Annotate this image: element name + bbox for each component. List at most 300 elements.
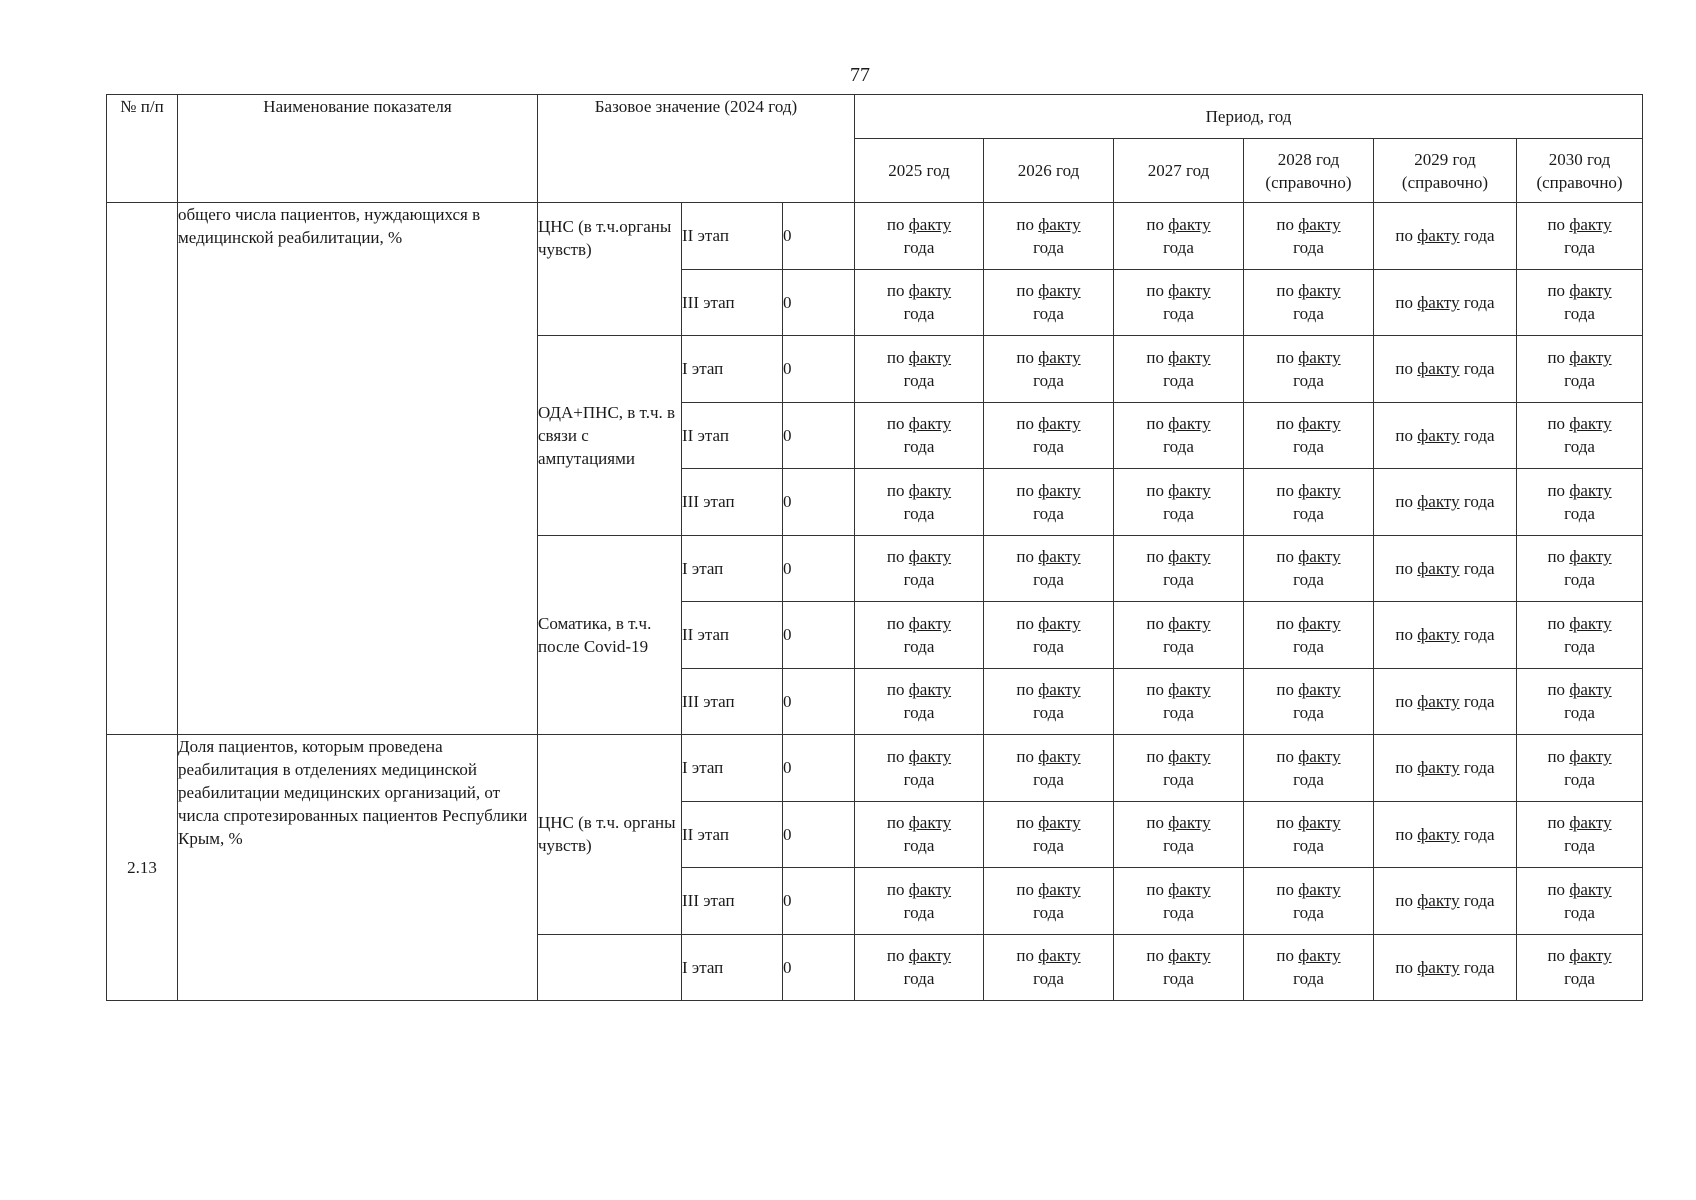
- value-text-word: факту: [1569, 946, 1612, 966]
- value-text-word: факту: [1298, 879, 1341, 899]
- value-text-word: факту: [908, 879, 952, 899]
- value-text-word: факту: [1168, 414, 1211, 434]
- value-text-prefix: по: [1395, 226, 1414, 246]
- value-text-suffix: года: [1033, 703, 1064, 723]
- period-value: [1114, 402, 1244, 469]
- value-text-word: факту: [908, 347, 952, 367]
- period-value: [1517, 469, 1643, 536]
- value-text-suffix: года: [903, 969, 935, 989]
- value-text-word: факту: [1168, 347, 1211, 367]
- value-text-prefix: по: [1547, 613, 1566, 633]
- value-text-word: факту: [1417, 957, 1460, 977]
- period-value: [984, 801, 1114, 868]
- period-value: [855, 668, 984, 735]
- value-text-suffix: года: [1163, 769, 1194, 789]
- value-text-prefix: по: [1395, 492, 1414, 512]
- value-text-prefix: по: [1016, 813, 1035, 833]
- value-text-prefix: по: [1146, 946, 1165, 966]
- row-number: [107, 203, 178, 735]
- value-text-suffix: года: [1033, 503, 1064, 523]
- period-value: [1517, 868, 1643, 935]
- period-value: [1114, 203, 1244, 270]
- value-text-prefix: по: [886, 214, 905, 234]
- group-label: Соматика, в т.ч. после Covid-19: [538, 535, 682, 735]
- value-text-word: факту: [1298, 946, 1341, 966]
- period-value: [1374, 934, 1517, 1001]
- value-text-word: факту: [1569, 480, 1612, 500]
- period-value: [1114, 868, 1244, 935]
- value-text-suffix: года: [1564, 237, 1595, 257]
- period-value: [855, 269, 984, 336]
- value-text-word: факту: [1168, 946, 1211, 966]
- value-text-prefix: по: [1547, 746, 1566, 766]
- stage-label: III этап: [682, 668, 783, 735]
- value-text-suffix: года: [1033, 370, 1064, 390]
- period-value: [855, 402, 984, 469]
- value-text-suffix: года: [1293, 969, 1324, 989]
- period-value: [1244, 868, 1374, 935]
- period-value: [1244, 469, 1374, 536]
- period-value: [984, 469, 1114, 536]
- value-text-prefix: по: [1547, 281, 1566, 301]
- value-text-word: факту: [1038, 613, 1081, 633]
- period-value: [855, 336, 984, 403]
- value-text-prefix: по: [1146, 613, 1165, 633]
- value-text-word: факту: [1168, 480, 1211, 500]
- value-text-word: факту: [1038, 414, 1081, 434]
- value-text-prefix: по: [1016, 613, 1035, 633]
- value-text-word: факту: [908, 281, 952, 301]
- value-text-prefix: по: [1146, 547, 1165, 567]
- base-value: 0: [783, 668, 855, 735]
- value-text-suffix: года: [1463, 359, 1495, 379]
- value-text-word: факту: [1569, 813, 1612, 833]
- value-text-suffix: года: [1463, 891, 1495, 911]
- value-text-suffix: года: [1033, 836, 1064, 856]
- value-text-prefix: по: [1276, 547, 1295, 567]
- period-value: [855, 801, 984, 868]
- period-value: [984, 668, 1114, 735]
- value-text-word: факту: [1569, 680, 1612, 700]
- base-value: 0: [783, 402, 855, 469]
- value-text-word: факту: [1298, 746, 1341, 766]
- period-value: [1374, 269, 1517, 336]
- value-text-prefix: по: [1276, 746, 1295, 766]
- value-text-prefix: по: [1146, 680, 1165, 700]
- value-text-prefix: по: [886, 547, 905, 567]
- value-text-suffix: года: [1463, 492, 1495, 512]
- value-text-suffix: года: [1293, 237, 1324, 257]
- period-value: [1374, 203, 1517, 270]
- value-text-word: факту: [908, 680, 952, 700]
- value-text-prefix: по: [1395, 957, 1414, 977]
- value-text-prefix: по: [1276, 613, 1295, 633]
- value-text-word: факту: [1569, 613, 1612, 633]
- value-text-prefix: по: [1146, 214, 1165, 234]
- value-text-word: факту: [1417, 425, 1460, 445]
- value-text-suffix: года: [1564, 636, 1595, 656]
- value-text-prefix: по: [1016, 680, 1035, 700]
- value-text-word: факту: [1417, 226, 1460, 246]
- header-year: 2026 год: [984, 139, 1114, 203]
- period-value: [1244, 203, 1374, 270]
- value-text-word: факту: [1298, 813, 1341, 833]
- period-value: [855, 602, 984, 669]
- period-value: [1517, 203, 1643, 270]
- value-text-prefix: по: [1395, 625, 1414, 645]
- value-text-suffix: года: [1163, 902, 1194, 922]
- value-text-word: факту: [1038, 347, 1081, 367]
- value-text-suffix: года: [903, 769, 935, 789]
- value-text-suffix: года: [1463, 625, 1495, 645]
- value-text-suffix: года: [1033, 969, 1064, 989]
- header-indicator-name: Наименование показателя: [178, 95, 538, 203]
- period-value: [1517, 934, 1643, 1001]
- period-value: [1244, 735, 1374, 802]
- value-text-prefix: по: [1547, 414, 1566, 434]
- period-value: [855, 868, 984, 935]
- period-value: [1374, 668, 1517, 735]
- period-value: [984, 269, 1114, 336]
- period-value: [855, 535, 984, 602]
- value-text-prefix: по: [1395, 292, 1414, 312]
- period-value: [1244, 668, 1374, 735]
- value-text-suffix: года: [903, 304, 935, 324]
- value-text-prefix: по: [1146, 480, 1165, 500]
- value-text-word: факту: [1417, 758, 1460, 778]
- value-text-suffix: года: [1564, 370, 1595, 390]
- value-text-word: факту: [1168, 214, 1211, 234]
- value-text-suffix: года: [1163, 304, 1194, 324]
- value-text-word: факту: [1298, 214, 1341, 234]
- value-text-suffix: года: [1163, 370, 1194, 390]
- value-text-suffix: года: [1463, 824, 1495, 844]
- value-text-prefix: по: [1395, 691, 1414, 711]
- value-text-suffix: года: [1293, 836, 1324, 856]
- value-text-prefix: по: [886, 613, 905, 633]
- value-text-word: факту: [1038, 480, 1081, 500]
- value-text-prefix: по: [1547, 214, 1566, 234]
- value-text-word: факту: [908, 746, 952, 766]
- value-text-suffix: года: [1293, 370, 1324, 390]
- value-text-prefix: по: [1276, 214, 1295, 234]
- value-text-suffix: года: [1293, 437, 1324, 457]
- value-text-suffix: года: [1163, 237, 1194, 257]
- row-number: 2.13: [107, 735, 178, 1001]
- header-year: 2025 год: [855, 139, 984, 203]
- value-text-word: факту: [1168, 746, 1211, 766]
- base-value: 0: [783, 269, 855, 336]
- indicators-table: [106, 94, 1643, 1001]
- period-value: [1114, 602, 1244, 669]
- value-text-suffix: года: [1163, 969, 1194, 989]
- value-text-word: факту: [1038, 547, 1081, 567]
- value-text-prefix: по: [1395, 758, 1414, 778]
- value-text-word: факту: [908, 613, 952, 633]
- value-text-suffix: года: [1033, 437, 1064, 457]
- period-value: [1114, 469, 1244, 536]
- value-text-suffix: года: [1033, 769, 1064, 789]
- value-text-prefix: по: [1016, 746, 1035, 766]
- value-text-suffix: года: [903, 636, 935, 656]
- value-text-suffix: года: [903, 570, 935, 590]
- value-text-prefix: по: [1276, 480, 1295, 500]
- value-text-prefix: по: [1016, 480, 1035, 500]
- value-text-word: факту: [1569, 746, 1612, 766]
- stage-label: III этап: [682, 469, 783, 536]
- value-text-suffix: года: [903, 370, 935, 390]
- value-text-prefix: по: [1016, 281, 1035, 301]
- group-label: ЦНС (в т.ч. органы чувств): [538, 735, 682, 935]
- value-text-word: факту: [1038, 214, 1081, 234]
- value-text-word: факту: [1168, 813, 1211, 833]
- value-text-word: факту: [1038, 813, 1081, 833]
- value-text-suffix: года: [1564, 437, 1595, 457]
- value-text-word: факту: [1417, 824, 1460, 844]
- value-text-prefix: по: [1276, 281, 1295, 301]
- header-year: 2028 год (справочно): [1244, 139, 1374, 203]
- value-text-suffix: года: [1163, 836, 1194, 856]
- value-text-prefix: по: [1276, 347, 1295, 367]
- value-text-prefix: по: [1547, 680, 1566, 700]
- value-text-word: факту: [1298, 414, 1341, 434]
- period-value: [1114, 535, 1244, 602]
- value-text-prefix: по: [1016, 214, 1035, 234]
- value-text-prefix: по: [886, 746, 905, 766]
- value-text-word: факту: [908, 547, 952, 567]
- value-text-word: факту: [1038, 746, 1081, 766]
- value-text-suffix: года: [1564, 769, 1595, 789]
- period-value: [1244, 535, 1374, 602]
- value-text-prefix: по: [1016, 347, 1035, 367]
- value-text-prefix: по: [1547, 480, 1566, 500]
- value-text-prefix: по: [1395, 824, 1414, 844]
- value-text-suffix: года: [1463, 558, 1495, 578]
- value-text-suffix: года: [1163, 703, 1194, 723]
- value-text-prefix: по: [1016, 414, 1035, 434]
- period-value: [1374, 535, 1517, 602]
- value-text-prefix: по: [886, 480, 905, 500]
- value-text-word: факту: [1417, 558, 1460, 578]
- value-text-word: факту: [908, 946, 952, 966]
- base-value: 0: [783, 934, 855, 1001]
- value-text-suffix: года: [1163, 437, 1194, 457]
- period-value: [1244, 269, 1374, 336]
- value-text-word: факту: [908, 414, 952, 434]
- period-value: [1517, 269, 1643, 336]
- value-text-prefix: по: [1146, 414, 1165, 434]
- value-text-suffix: года: [1293, 902, 1324, 922]
- value-text-suffix: года: [1463, 226, 1495, 246]
- period-value: [1114, 668, 1244, 735]
- header-base-value: Базовое значение (2024 год): [538, 95, 855, 203]
- value-text-word: факту: [1569, 347, 1612, 367]
- header-number: № п/п: [107, 95, 178, 203]
- value-text-suffix: года: [903, 902, 935, 922]
- base-value: 0: [783, 535, 855, 602]
- value-text-suffix: года: [1293, 503, 1324, 523]
- value-text-word: факту: [1417, 292, 1460, 312]
- period-value: [984, 735, 1114, 802]
- value-text-prefix: по: [886, 281, 905, 301]
- value-text-prefix: по: [1547, 347, 1566, 367]
- value-text-word: факту: [1417, 891, 1460, 911]
- indicator-name: общего числа пациентов, нуждающихся в медицинской реабилитации, %: [178, 203, 538, 735]
- value-text-suffix: года: [1033, 636, 1064, 656]
- period-value: [1374, 336, 1517, 403]
- value-text-word: факту: [1168, 680, 1211, 700]
- value-text-prefix: по: [1146, 746, 1165, 766]
- value-text-word: факту: [1168, 547, 1211, 567]
- base-value: 0: [783, 735, 855, 802]
- stage-label: II этап: [682, 402, 783, 469]
- value-text-word: факту: [908, 214, 952, 234]
- value-text-suffix: года: [1033, 304, 1064, 324]
- period-value: [1374, 868, 1517, 935]
- value-text-word: факту: [1569, 214, 1612, 234]
- period-value: [1244, 801, 1374, 868]
- value-text-suffix: года: [903, 237, 935, 257]
- value-text-suffix: года: [903, 703, 935, 723]
- period-value: [1114, 269, 1244, 336]
- period-value: [1244, 402, 1374, 469]
- value-text-word: факту: [908, 813, 952, 833]
- header-period: Период, год: [855, 95, 1643, 139]
- value-text-suffix: года: [1463, 957, 1495, 977]
- period-value: [1517, 602, 1643, 669]
- value-text-prefix: по: [886, 813, 905, 833]
- period-value: [1114, 934, 1244, 1001]
- value-text-suffix: года: [1564, 570, 1595, 590]
- period-value: [1517, 336, 1643, 403]
- value-text-prefix: по: [1146, 347, 1165, 367]
- period-value: [984, 402, 1114, 469]
- value-text-suffix: года: [903, 836, 935, 856]
- stage-label: II этап: [682, 203, 783, 270]
- value-text-word: факту: [1298, 347, 1341, 367]
- value-text-prefix: по: [1276, 946, 1295, 966]
- value-text-word: факту: [1569, 879, 1612, 899]
- value-text-prefix: по: [1016, 879, 1035, 899]
- value-text-suffix: года: [1163, 503, 1194, 523]
- value-text-prefix: по: [1146, 813, 1165, 833]
- value-text-prefix: по: [886, 414, 905, 434]
- value-text-suffix: года: [903, 437, 935, 457]
- value-text-suffix: года: [1293, 703, 1324, 723]
- period-value: [1517, 668, 1643, 735]
- value-text-word: факту: [1298, 680, 1341, 700]
- base-value: 0: [783, 801, 855, 868]
- value-text-suffix: года: [1564, 503, 1595, 523]
- value-text-suffix: года: [1463, 691, 1495, 711]
- period-value: [855, 735, 984, 802]
- value-text-suffix: года: [1163, 570, 1194, 590]
- group-label: ОДА+ПНС, в т.ч. в связи с ампутациями: [538, 336, 682, 536]
- value-text-prefix: по: [1276, 813, 1295, 833]
- value-text-suffix: года: [1564, 703, 1595, 723]
- period-value: [1374, 402, 1517, 469]
- value-text-prefix: по: [886, 879, 905, 899]
- period-value: [984, 934, 1114, 1001]
- period-value: [1114, 801, 1244, 868]
- period-value: [1517, 535, 1643, 602]
- value-text-suffix: года: [1564, 836, 1595, 856]
- period-value: [984, 535, 1114, 602]
- value-text-word: факту: [1038, 281, 1081, 301]
- value-text-word: факту: [1298, 613, 1341, 633]
- indicator-name: Доля пациентов, которым проведена реабилитация в отделениях медицинской реабилитации медицинских организаций, от числа спротезированных пациентов Республики Крым, %: [178, 735, 538, 1001]
- stage-label: II этап: [682, 801, 783, 868]
- value-text-suffix: года: [1293, 570, 1324, 590]
- value-text-word: факту: [1417, 492, 1460, 512]
- value-text-prefix: по: [1547, 813, 1566, 833]
- value-text-word: факту: [1038, 946, 1081, 966]
- header-year: 2027 год: [1114, 139, 1244, 203]
- value-text-prefix: по: [1146, 879, 1165, 899]
- value-text-suffix: года: [1293, 636, 1324, 656]
- stage-label: I этап: [682, 535, 783, 602]
- value-text-suffix: года: [1033, 902, 1064, 922]
- base-value: 0: [783, 868, 855, 935]
- value-text-prefix: по: [1016, 946, 1035, 966]
- base-value: 0: [783, 469, 855, 536]
- value-text-prefix: по: [886, 680, 905, 700]
- header-year: 2030 год (справочно): [1517, 139, 1643, 203]
- value-text-prefix: по: [1276, 680, 1295, 700]
- value-text-suffix: года: [1564, 902, 1595, 922]
- period-value: [855, 934, 984, 1001]
- period-value: [1114, 336, 1244, 403]
- period-value: [1244, 336, 1374, 403]
- base-value: 0: [783, 602, 855, 669]
- value-text-suffix: года: [1293, 304, 1324, 324]
- value-text-suffix: года: [1463, 425, 1495, 445]
- value-text-suffix: года: [1463, 758, 1495, 778]
- group-label: ЦНС (в т.ч.органы чувств): [538, 203, 682, 336]
- value-text-prefix: по: [886, 946, 905, 966]
- period-value: [1114, 735, 1244, 802]
- stage-label: I этап: [682, 336, 783, 403]
- value-text-prefix: по: [1395, 359, 1414, 379]
- value-text-suffix: года: [1564, 304, 1595, 324]
- stage-label: I этап: [682, 735, 783, 802]
- value-text-prefix: по: [1547, 547, 1566, 567]
- stage-label: III этап: [682, 269, 783, 336]
- value-text-word: факту: [1038, 879, 1081, 899]
- period-value: [1517, 402, 1643, 469]
- value-text-word: факту: [1417, 359, 1460, 379]
- base-value: 0: [783, 203, 855, 270]
- value-text-suffix: года: [1033, 570, 1064, 590]
- period-value: [855, 469, 984, 536]
- value-text-word: факту: [1569, 414, 1612, 434]
- value-text-word: факту: [1298, 480, 1341, 500]
- value-text-word: факту: [1038, 680, 1081, 700]
- value-text-word: факту: [1168, 613, 1211, 633]
- page-number: 77: [850, 64, 870, 86]
- value-text-suffix: года: [1163, 636, 1194, 656]
- group-label: [538, 934, 682, 1001]
- stage-label: III этап: [682, 868, 783, 935]
- value-text-word: факту: [1168, 281, 1211, 301]
- value-text-prefix: по: [886, 347, 905, 367]
- period-value: [984, 336, 1114, 403]
- value-text-prefix: по: [1395, 558, 1414, 578]
- value-text-word: факту: [1168, 879, 1211, 899]
- period-value: [1244, 602, 1374, 669]
- header-year: 2029 год (справочно): [1374, 139, 1517, 203]
- value-text-suffix: года: [1564, 969, 1595, 989]
